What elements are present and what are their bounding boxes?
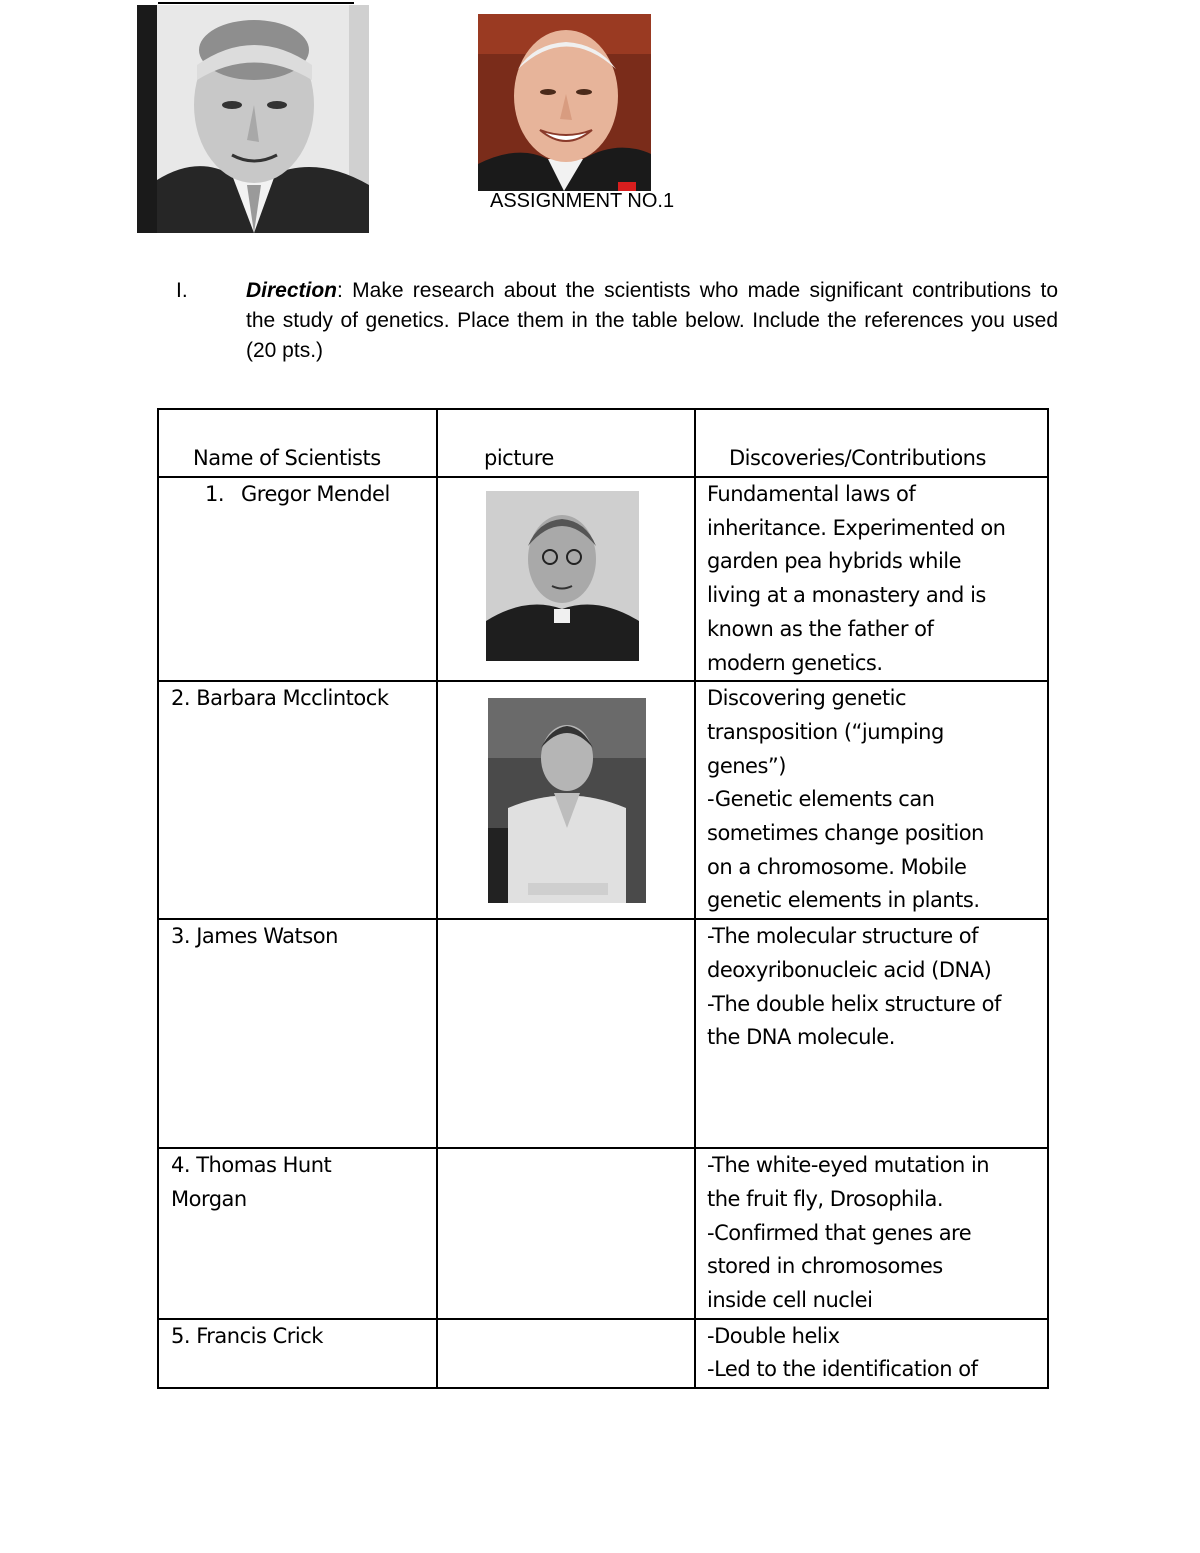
table-row xyxy=(158,919,1048,1148)
scientist-name: Morgan xyxy=(171,1186,247,1211)
scientist-name: 5. Francis Crick xyxy=(171,1323,323,1348)
name-cell xyxy=(158,681,437,919)
contribution-line: -The double helix structure of xyxy=(707,991,1001,1016)
mcclintock-portrait xyxy=(488,698,646,903)
direction-number: I. xyxy=(176,279,188,302)
contribution-line: -Confirmed that genes are xyxy=(707,1220,972,1245)
name-cell xyxy=(158,919,437,1148)
contribution-line: the fruit fly, Drosophila. xyxy=(707,1186,944,1211)
scientists-table xyxy=(157,408,1049,1389)
header-picture-cell xyxy=(437,409,695,477)
contribution-line: inside cell nuclei xyxy=(707,1287,873,1312)
contribution-line: -The white-eyed mutation in xyxy=(707,1153,990,1178)
table-row xyxy=(158,681,1048,919)
contributions-cell xyxy=(695,477,1048,681)
scientist-name: 4. Thomas Hunt xyxy=(171,1153,332,1178)
top-rule xyxy=(158,2,354,4)
direction-body xyxy=(246,276,1058,366)
contributions-cell xyxy=(695,681,1048,919)
mendel-portrait xyxy=(486,491,639,661)
contribution-line: genes”) xyxy=(707,753,786,778)
header-contrib-cell xyxy=(695,409,1048,477)
picture-cell xyxy=(437,919,695,1148)
scientist-name: 2. Barbara Mcclintock xyxy=(171,686,389,711)
contribution-line: on a chromosome. Mobile xyxy=(707,854,967,879)
contribution-line: genetic elements in plants. xyxy=(707,888,980,913)
name-cell xyxy=(158,1319,437,1388)
picture-cell xyxy=(437,1148,695,1319)
contribution-line: modern genetics. xyxy=(707,650,883,675)
header-contributions: Discoveries/Contributions xyxy=(729,446,986,471)
assignment-title: ASSIGNMENT NO.1 xyxy=(490,190,675,212)
contribution-line: the DNA molecule. xyxy=(707,1025,895,1050)
header-name-cell xyxy=(158,409,437,477)
name-cell xyxy=(158,1148,437,1319)
contribution-line: -Double helix xyxy=(707,1323,840,1348)
scientist-photo-color xyxy=(478,14,651,191)
picture-cell xyxy=(437,681,695,919)
contribution-line: known as the father of xyxy=(707,616,934,641)
contributions-cell xyxy=(695,919,1048,1148)
contribution-line: deoxyribonucleic acid (DNA) xyxy=(707,957,992,982)
table-row xyxy=(158,1319,1048,1388)
table-row xyxy=(158,477,1048,681)
contribution-line: living at a monastery and is xyxy=(707,583,986,608)
name-cell xyxy=(158,477,437,681)
scientist-name: 3. James Watson xyxy=(171,924,338,949)
contribution-line: transposition (“jumping xyxy=(707,719,944,744)
scientist-photo-bw xyxy=(137,5,369,233)
contributions-cell xyxy=(695,1319,1048,1388)
contribution-line: sometimes change position xyxy=(707,821,984,846)
scientist-name: 1. Gregor Mendel xyxy=(205,482,390,506)
contribution-line: inheritance. Experimented on xyxy=(707,515,1006,540)
contribution-line: Fundamental laws of xyxy=(707,482,916,506)
contribution-line: Discovering genetic xyxy=(707,686,907,711)
contribution-line: garden pea hybrids while xyxy=(707,549,962,574)
contribution-line: -The molecular structure of xyxy=(707,924,979,949)
table-row xyxy=(158,1148,1048,1319)
contribution-line: -Led to the identification of xyxy=(707,1357,978,1382)
picture-cell xyxy=(437,477,695,681)
header-picture: picture xyxy=(484,446,554,471)
direction-text: : Make research about the scientists who made significant contributions to the study of genetics. Place them in the table below. Include the references you used (20 pts.) xyxy=(246,279,1058,362)
table-header-row xyxy=(158,409,1048,477)
direction-paragraph xyxy=(176,276,1058,366)
contribution-line: stored in chromosomes xyxy=(707,1254,943,1279)
direction-label: Direction xyxy=(246,279,338,302)
picture-cell xyxy=(437,1319,695,1388)
contributions-cell xyxy=(695,1148,1048,1319)
header-name: Name of Scientists xyxy=(193,446,381,471)
contribution-line: -Genetic elements can xyxy=(707,787,935,812)
